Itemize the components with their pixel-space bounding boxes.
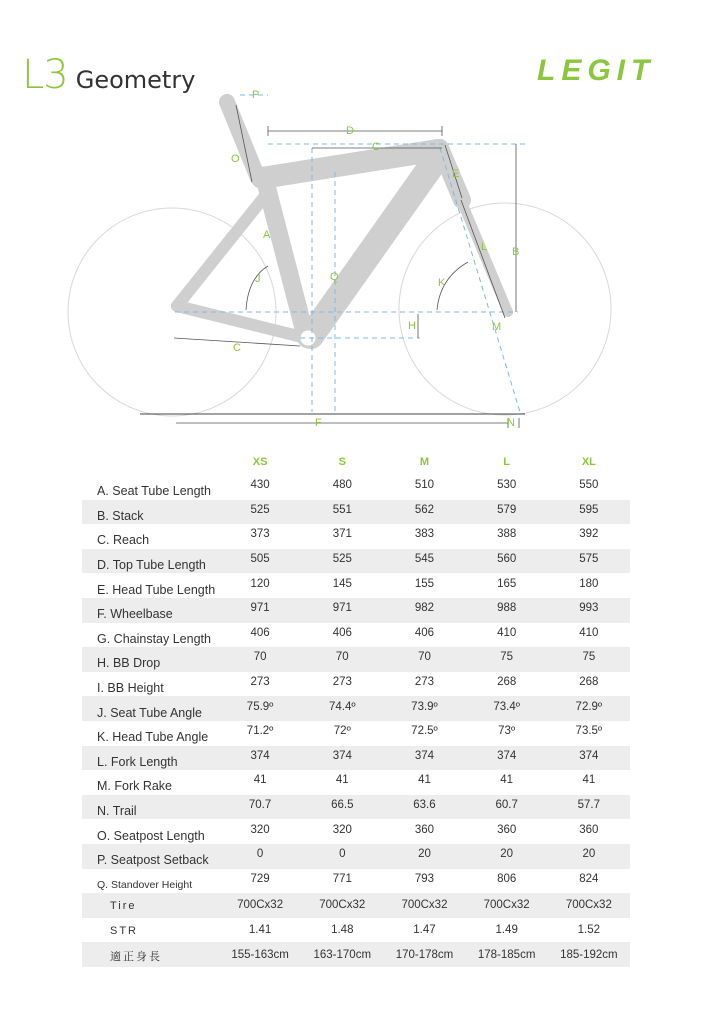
row-value: 550 (579, 479, 599, 492)
row-value: 41 (500, 774, 514, 787)
table-row (82, 844, 630, 869)
row-value: 982 (414, 602, 435, 615)
row-label: Q. Standover Height (97, 878, 193, 891)
dim-letter-g: C (233, 342, 241, 354)
row-value: 20 (418, 848, 431, 861)
geometry-diagram (0, 85, 720, 440)
row-label: A. Seat Tube Length (97, 484, 211, 499)
row-value: 155-163cm (231, 948, 289, 961)
row-value: 360 (579, 823, 599, 836)
dim-lines (175, 95, 525, 412)
row-value: 1.49 (495, 923, 518, 936)
size-header-xs: XS (252, 456, 268, 468)
row-value: 505 (250, 553, 270, 566)
row-value: 320 (332, 823, 352, 836)
row-value: 971 (250, 602, 270, 615)
row-value: 371 (332, 528, 352, 541)
row-label: STR (110, 924, 138, 937)
row-value: 178-185cm (477, 948, 536, 961)
row-value: 63.6 (413, 799, 436, 812)
row-value: 1.41 (248, 923, 272, 936)
row-value: 0 (256, 848, 264, 861)
row-value: 268 (497, 676, 517, 689)
table-header (82, 449, 630, 475)
row-value: 70 (418, 651, 431, 664)
row-label: O. Seatpost Length (97, 828, 205, 843)
row-value: 525 (332, 553, 352, 566)
row-value: 430 (250, 479, 270, 492)
row-label: B. Stack (97, 508, 144, 523)
row-value: 73.9º (411, 700, 438, 713)
row-value: 374 (579, 749, 599, 762)
row-value: 273 (332, 676, 352, 689)
row-value: 700Cx32 (401, 899, 448, 912)
row-value: 383 (414, 528, 435, 541)
table-row (82, 623, 630, 648)
row-value: 74.4º (328, 700, 356, 713)
dim-letter-d: D (346, 125, 354, 137)
row-value: 163-170cm (313, 948, 372, 961)
row-value: 480 (332, 479, 352, 492)
dim-letter-p: P (252, 89, 260, 101)
table-row (82, 696, 630, 721)
row-value: 155 (414, 577, 435, 590)
row-value: 530 (497, 479, 517, 492)
row-value: 71.2º (246, 725, 274, 738)
row-value: 72.5º (411, 725, 438, 738)
row-value: 41 (253, 774, 267, 787)
row-value: 41 (418, 774, 431, 787)
table-row (82, 524, 630, 549)
size-header-xl: XL (581, 456, 596, 468)
row-value: 73.4º (493, 700, 520, 713)
row-value: 60.7 (495, 799, 518, 812)
row-value: 410 (579, 626, 599, 639)
row-value: 1.52 (577, 923, 601, 936)
row-label: P. Seatpost Setback (97, 853, 209, 868)
dim-letter-h: H (408, 320, 416, 332)
row-value: 70 (335, 651, 349, 664)
row-value: 57.7 (577, 799, 601, 812)
title-word: Geometry (75, 66, 196, 94)
row-value: 20 (500, 848, 514, 861)
dim-letter-n: N (507, 417, 515, 429)
row-value: 410 (497, 626, 517, 639)
table-row (82, 819, 630, 844)
table-row (82, 549, 630, 574)
row-value: 562 (414, 503, 435, 516)
table-row (82, 942, 630, 967)
row-value: 545 (414, 553, 435, 566)
row-value: 700Cx32 (319, 899, 366, 912)
table-body (82, 475, 630, 967)
brand-logo-text: LEGIT (537, 54, 656, 87)
row-value: 595 (579, 503, 599, 516)
row-value: 793 (414, 872, 435, 885)
table-row (82, 869, 630, 894)
brand-logo (535, 48, 703, 88)
size-header-m: M (419, 456, 430, 468)
row-value: 374 (332, 749, 352, 762)
row-value: 579 (497, 503, 517, 516)
row-value: 360 (414, 823, 435, 836)
dim-letter-a: A (263, 229, 271, 241)
row-value: 700Cx32 (237, 899, 284, 912)
table-row (82, 918, 630, 943)
table-row (82, 672, 630, 697)
row-value: 993 (579, 602, 599, 615)
dim-letter-q: Q (330, 271, 339, 283)
row-value: 360 (497, 823, 517, 836)
row-value: 73º (498, 725, 516, 738)
row-value: 374 (497, 749, 517, 762)
row-value: 392 (579, 528, 599, 541)
dim-letter-o: O (231, 153, 240, 165)
row-value: 373 (250, 528, 270, 541)
row-value: 72.9º (575, 700, 603, 713)
row-label: G. Chainstay Length (97, 631, 211, 646)
row-value: 268 (579, 676, 599, 689)
row-value: 575 (579, 553, 599, 566)
row-value: 75.9º (246, 700, 274, 713)
row-value: 971 (332, 602, 352, 615)
row-value: 170-178cm (395, 948, 454, 961)
row-label: 適正身長 (110, 950, 162, 963)
row-value: 525 (250, 503, 270, 516)
row-label: Tire (110, 900, 137, 913)
row-label: D. Top Tube Length (97, 558, 206, 573)
row-value: 510 (414, 479, 435, 492)
table-row (82, 770, 630, 795)
row-value: 729 (250, 872, 270, 885)
row-value: 406 (250, 626, 270, 639)
row-value: 273 (250, 676, 270, 689)
row-value: 560 (497, 553, 517, 566)
row-value: 771 (332, 872, 352, 885)
row-value: 41 (582, 774, 596, 787)
table-row (82, 647, 630, 672)
row-value: 273 (414, 676, 435, 689)
row-value: 41 (335, 774, 349, 787)
dim-letter-c: C (372, 141, 380, 153)
row-value: 1.48 (331, 923, 354, 936)
dim-letter-b: B (512, 246, 520, 258)
row-value: 700Cx32 (483, 899, 530, 912)
dim-letter-l: L (481, 241, 488, 253)
table-row (82, 746, 630, 771)
dim-letter-k: K (438, 277, 446, 289)
row-label: I. BB Height (97, 681, 164, 696)
table-row (82, 795, 630, 820)
row-value: 145 (332, 577, 352, 590)
geometry-table (82, 449, 630, 967)
dim-letter-m: M (492, 321, 502, 333)
table-row (82, 475, 630, 500)
size-header-l: L (503, 456, 511, 468)
table-row (82, 573, 630, 598)
row-value: 988 (497, 602, 517, 615)
table-row (82, 893, 630, 918)
row-value: 75 (582, 651, 596, 664)
row-value: 120 (250, 577, 270, 590)
table-row (82, 500, 630, 525)
row-label: F. Wheelbase (97, 607, 173, 622)
frame (177, 102, 508, 338)
row-value: 374 (414, 749, 435, 762)
row-label: J. Seat Tube Angle (97, 705, 202, 720)
row-label: N. Trail (97, 804, 137, 819)
row-label: M. Fork Rake (97, 779, 173, 794)
row-value: 70 (253, 651, 267, 664)
row-value: 70.7 (248, 799, 272, 812)
row-value: 0 (339, 848, 346, 861)
row-value: 806 (497, 872, 517, 885)
model-name: L3 (22, 52, 68, 98)
row-value: 551 (332, 503, 352, 516)
row-value: 374 (250, 749, 270, 762)
row-label: E. Head Tube Length (97, 582, 216, 597)
table-row (82, 598, 630, 623)
row-value: 20 (582, 848, 596, 861)
row-label: K. Head Tube Angle (97, 730, 209, 745)
table-row (82, 721, 630, 746)
dim-letter-e: E (452, 168, 460, 180)
rear-wheel (68, 208, 276, 416)
row-value: 165 (497, 577, 517, 590)
dim-letter-j: J (255, 273, 261, 285)
row-value: 1.47 (413, 923, 436, 936)
row-value: 75 (500, 651, 514, 664)
row-label: H. BB Drop (97, 656, 161, 671)
row-value: 406 (332, 626, 352, 639)
row-value: 406 (414, 626, 435, 639)
row-value: 320 (250, 823, 270, 836)
row-value: 824 (579, 872, 599, 885)
row-value: 388 (497, 528, 517, 541)
row-value: 73.5º (575, 725, 603, 738)
row-value: 66.5 (331, 799, 354, 812)
dim-letter-f: F (315, 417, 322, 429)
size-header-s: S (338, 456, 346, 468)
row-value: 180 (579, 577, 599, 590)
row-value: 700Cx32 (565, 899, 612, 912)
row-label: L. Fork Length (97, 754, 178, 769)
row-label: C. Reach (97, 533, 150, 548)
row-value: 72º (333, 725, 351, 738)
row-value: 185-192cm (560, 948, 618, 961)
